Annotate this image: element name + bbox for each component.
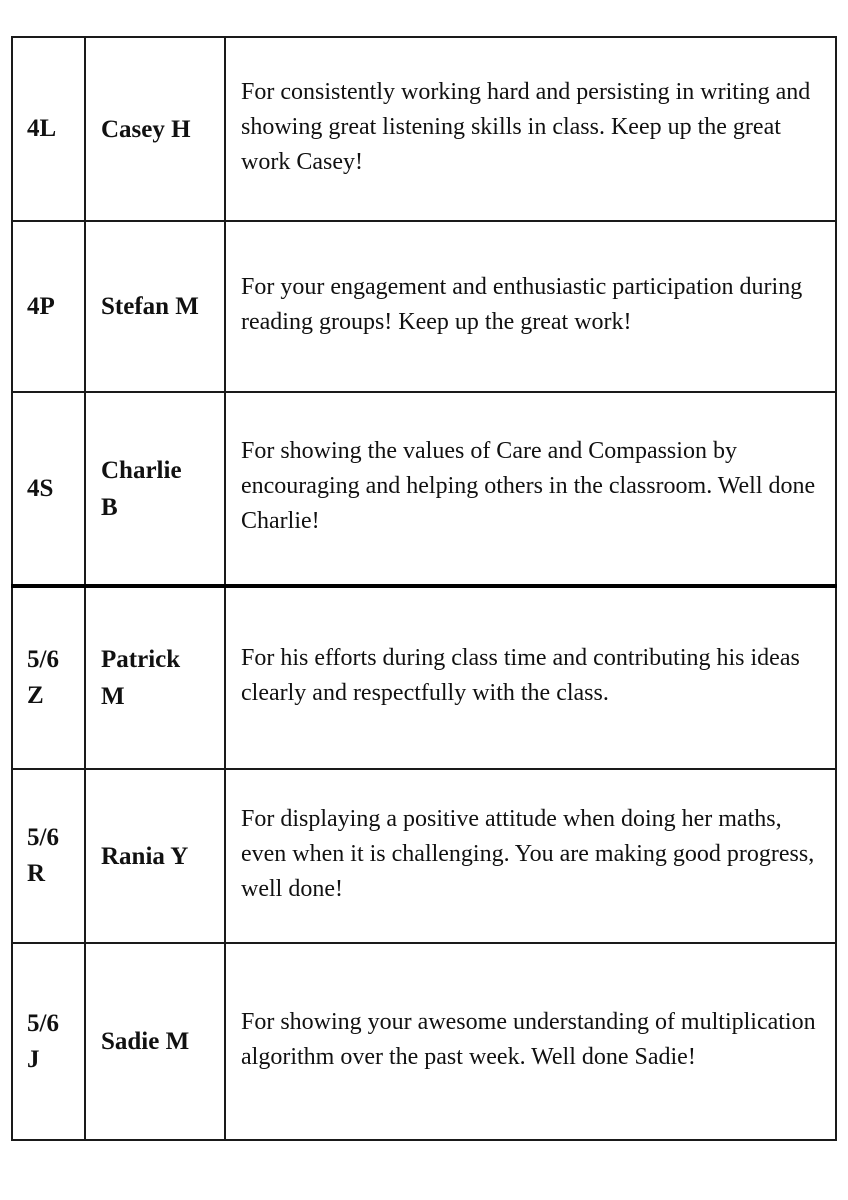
student-name: Patrick M xyxy=(101,646,181,710)
citation-cell xyxy=(225,943,836,1140)
class-label: 5/6 J xyxy=(27,1009,59,1073)
awards-table xyxy=(11,36,837,1141)
student-name: Rania Y xyxy=(101,842,189,870)
citation-cell xyxy=(225,221,836,392)
class-label: 4L xyxy=(27,115,57,142)
class-cell xyxy=(12,221,85,392)
citation-text: For showing the values of Care and Compassion by encouraging and helping others in the classroom. Well done Charlie! xyxy=(241,438,816,534)
class-cell xyxy=(12,943,85,1140)
citation-text: For displaying a positive attitude when doing her maths, even when it is challenging. You are making good progress, well done! xyxy=(241,805,815,902)
student-name-cell xyxy=(85,943,225,1140)
student-name: Casey H xyxy=(101,115,191,143)
student-name-cell xyxy=(85,586,225,769)
award-row xyxy=(12,392,836,586)
class-label: 5/6 R xyxy=(27,824,59,887)
class-cell xyxy=(12,586,85,769)
citation-text: For his efforts during class time and contributing his ideas clearly and respectfully with the class. xyxy=(241,645,800,706)
citation-cell xyxy=(225,769,836,943)
award-row xyxy=(12,769,836,943)
citation-cell xyxy=(225,37,836,221)
class-label: 5/6 Z xyxy=(27,646,59,709)
award-row xyxy=(12,586,836,769)
class-cell xyxy=(12,37,85,221)
class-cell xyxy=(12,769,85,943)
student-name-cell xyxy=(85,221,225,392)
class-cell xyxy=(12,392,85,586)
student-name-cell xyxy=(85,392,225,586)
student-name: Sadie M xyxy=(101,1028,190,1055)
student-name-cell xyxy=(85,37,225,221)
student-name: Stefan M xyxy=(101,293,199,320)
citation-cell xyxy=(225,586,836,769)
citation-text: For consistently working hard and persisting in writing and showing great listening skills in class. Keep up the great work Casey! xyxy=(241,78,811,175)
student-name: Charlie B xyxy=(101,456,182,521)
citation-text: For showing your awesome understanding of multiplication algorithm over the past week. Well done Sadie! xyxy=(241,1008,816,1070)
class-label: 4S xyxy=(27,474,54,502)
citation-cell xyxy=(225,392,836,586)
citation-text: For your engagement and enthusiastic participation during reading groups! Keep up the great work! xyxy=(241,273,803,335)
award-row xyxy=(12,221,836,392)
class-label: 4P xyxy=(27,292,55,320)
award-row xyxy=(12,943,836,1140)
student-name-cell xyxy=(85,769,225,943)
award-row xyxy=(12,37,836,221)
